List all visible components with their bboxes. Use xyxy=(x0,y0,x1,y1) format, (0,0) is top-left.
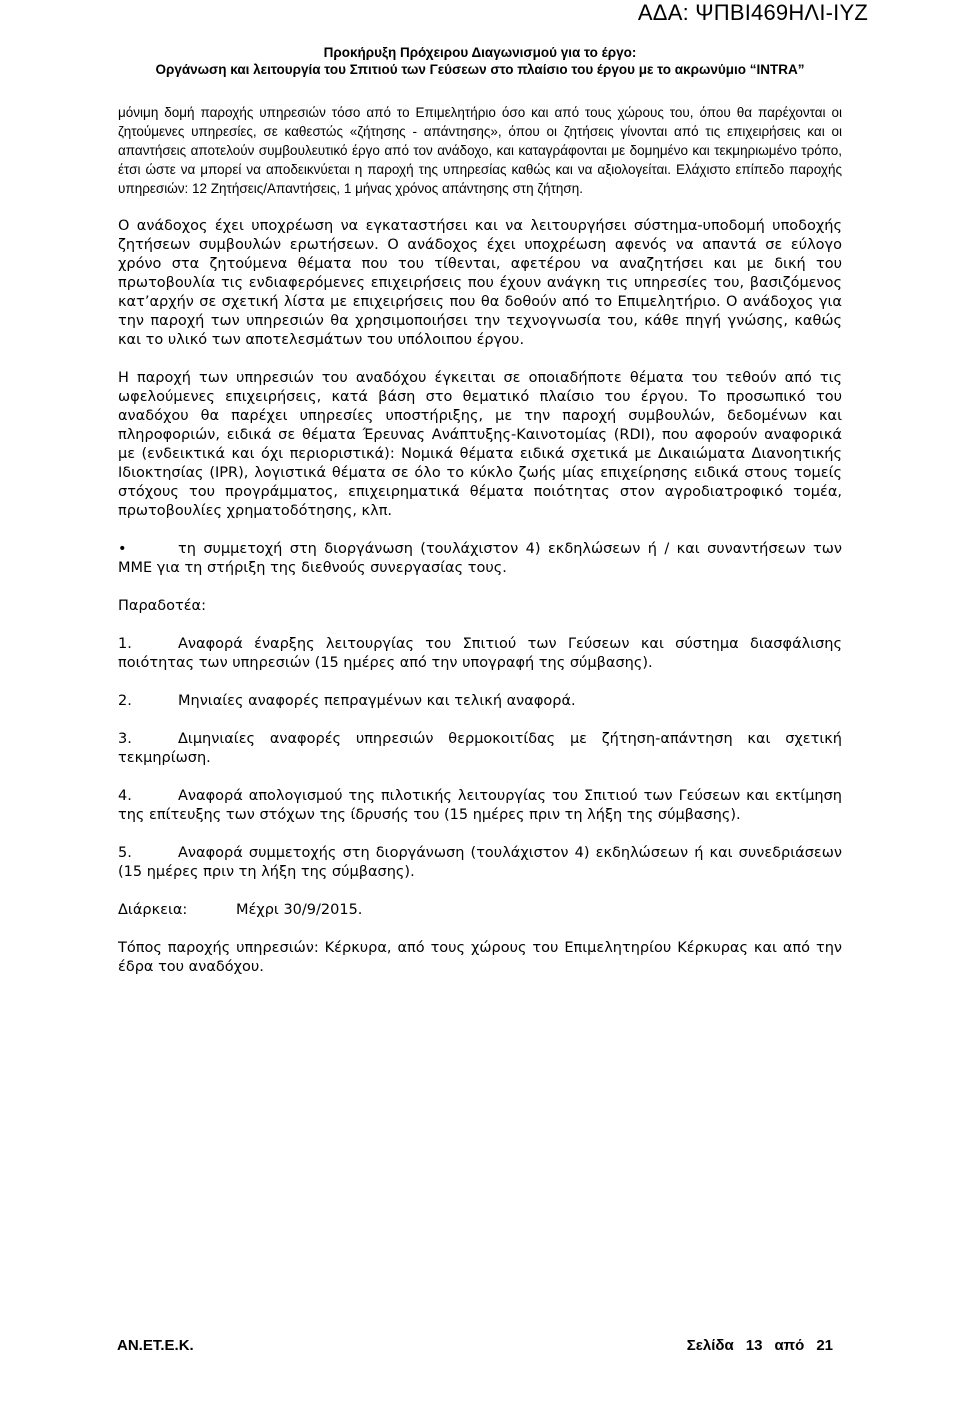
deliverable-number: 4. xyxy=(118,788,132,804)
deliverable-item xyxy=(118,787,842,825)
header-line-1: Προκήρυξη Πρόχειρου Διαγωνισμού για το έργο: xyxy=(323,45,637,60)
deliverable-number: 1. xyxy=(118,636,132,652)
document-body xyxy=(118,103,842,977)
bullet-text: τη συμμετοχή στη διοργάνωση (τουλάχιστον 4) εκδηλώσεων ή / και συναντήσεων των ΜΜΕ για τη στήριξη της διεθνούς συνεργασίας τους. xyxy=(118,541,842,576)
header-line-2: Οργάνωση και λειτουργία του Σπιτιού των Γεύσεων στο πλαίσιο του έργου με το ακρωνύμιο “INTRA” xyxy=(155,62,805,77)
paragraph-service-provision: Η παροχή των υπηρεσιών του αναδόχου έγκειται σε οποιαδήποτε θέματα του τεθούν από τις ωφελούμενες επιχειρήσεις, κατά βάση στο θεματικό πλαίσιο του έργου. Το προσωπικό του αναδόχου θα παρέχει υπηρεσίες υποστήριξης, με την παροχή συμβουλών, δεδομένων και πληροφοριών, ειδικά σε θέματα Έρευνας Ανάπτυξης-Καινοτομίας (RDI), που αφορούν αναφορικά με (ενδεικτικά και όχι περιοριστικά): Νομικά θέματα ειδικά σχετικά με Δικαιώματα Διανοητικής Ιδιοκτησίας (IPR), λογιστικά θέματα σε όλο το κύκλο ζωής μίας επιχείρησης ειδικά στους τομείς στόχους του προγράμματος, επιχειρηματικά θέματα ποιότητας στον αγροδιατροφικό τομέα, πρωτοβουλίες χρηματοδότησης, κλπ. xyxy=(118,370,842,519)
document-header xyxy=(0,44,960,78)
deliverable-item xyxy=(118,692,842,711)
bullet-symbol: • xyxy=(118,541,127,557)
footer-org: ΑΝ.ΕΤ.Ε.Κ. xyxy=(117,1337,194,1354)
deliverable-item xyxy=(118,635,842,673)
place-of-service: Τόπος παροχής υπηρεσιών: Κέρκυρα, από τους χώρους του Επιμελητηρίου Κέρκυρας και από την έδρα του αναδόχου. xyxy=(118,940,842,975)
of-word: από xyxy=(774,1337,805,1354)
deliverables-label: Παραδοτέα: xyxy=(118,598,206,614)
deliverable-number: 2. xyxy=(118,693,132,709)
paragraph-service-structure: μόνιμη δομή παροχής υπηρεσιών τόσο από το Επιμελητήριο όσο και από τους χώρους του, όπου θα παρέχονται οι ζητούμενες υπηρεσίες, σε καθεστώς «ζήτησης - απάντησης», όπου οι ζητήσεις γίνονται από τις επιχειρήσεις και οι απαντήσεις αποτελούν συμβουλευτικό έργο από τον ανάδοχο, και καταγράφονται με δομημένο και τεκμηριωμένο τρόπο, έτσι ώστε να μπορεί να αποδεικνύεται η παροχή της υπηρεσίας καθώς και να αξιολογείται. Ελάχιστο επίπεδο παροχής υπηρεσιών: 12 Ζητήσεις/Απαντήσεις, 1 μήνας χρόνος απάντησης στη ζήτηση. xyxy=(118,105,842,196)
deliverable-number: 5. xyxy=(118,845,132,861)
deliverable-text: Αναφορά απολογισμού της πιλοτικής λειτουργίας του Σπιτιού των Γεύσεων και εκτίμηση της επίτευξης των στόχων της ίδρυσής του (15 ημέρες πριν τη λήξη της σύμβασης). xyxy=(118,788,842,823)
deliverable-text: Διμηνιαίες αναφορές υπηρεσιών θερμοκοιτίδας με ζήτηση-απάντηση και σχετική τεκμηρίωση. xyxy=(118,731,842,766)
page-word: Σελίδα xyxy=(686,1337,734,1354)
duration-value: Μέχρι 30/9/2015. xyxy=(236,902,363,918)
deliverable-item xyxy=(118,844,842,882)
bullet-item xyxy=(118,540,842,578)
paragraph-contractor-obligation: Ο ανάδοχος έχει υποχρέωση να εγκαταστήσει και να λειτουργήσει σύστημα-υποδομή υποδοχής ζητήσεων συμβουλών ερωτήσεων. Ο ανάδοχος έχει υποχρέωση αφενός να απαντά σε εύλογο χρόνο στα ζητούμενα θέματα που του τίθενται, αφετέρου να αναζητήσει και με δική του πρωτοβουλία τις ενδιαφερόμενες επιχειρήσεις που έχουν ανάγκη τις υπηρεσίες του, βασιζόμενος κατ’αρχήν σε σχετική λίστα με επιχειρήσεις που θα δοθούν από το Επιμελητήριο. Ο ανάδοχος για την παροχή των υπηρεσιών θα χρησιμοποιήσει την τεχνογνωσία του, κάθε πηγή γνώσης, καθώς και το υλικό των αποτελεσμάτων του υπόλοιπου έργου. xyxy=(118,218,842,348)
deliverable-text: Μηνιαίες αναφορές πεπραγμένων και τελική αναφορά. xyxy=(178,693,576,709)
duration-line xyxy=(118,901,842,920)
duration-label: Διάρκεια: xyxy=(118,902,188,918)
deliverable-text: Αναφορά συμμετοχής στη διοργάνωση (τουλάχιστον 4) εκδηλώσεων ή και συνεδριάσεων (15 ημέρες πριν τη λήξη της σύμβασης). xyxy=(118,845,842,880)
total-pages: 21 xyxy=(816,1337,833,1354)
deliverable-number: 3. xyxy=(118,731,132,747)
deliverable-text: Αναφορά έναρξης λειτουργίας του Σπιτιού των Γεύσεων και σύστημα διασφάλισης ποιότητας των υπηρεσιών (15 ημέρες από την υπογραφή της σύμβασης). xyxy=(118,636,842,671)
ada-code: ΑΔΑ: ΨΠΒΙ469ΗΛΙ-ΙΥΖ xyxy=(637,0,868,25)
page-number xyxy=(687,1337,833,1354)
current-page: 13 xyxy=(745,1337,763,1354)
deliverable-item xyxy=(118,730,842,768)
